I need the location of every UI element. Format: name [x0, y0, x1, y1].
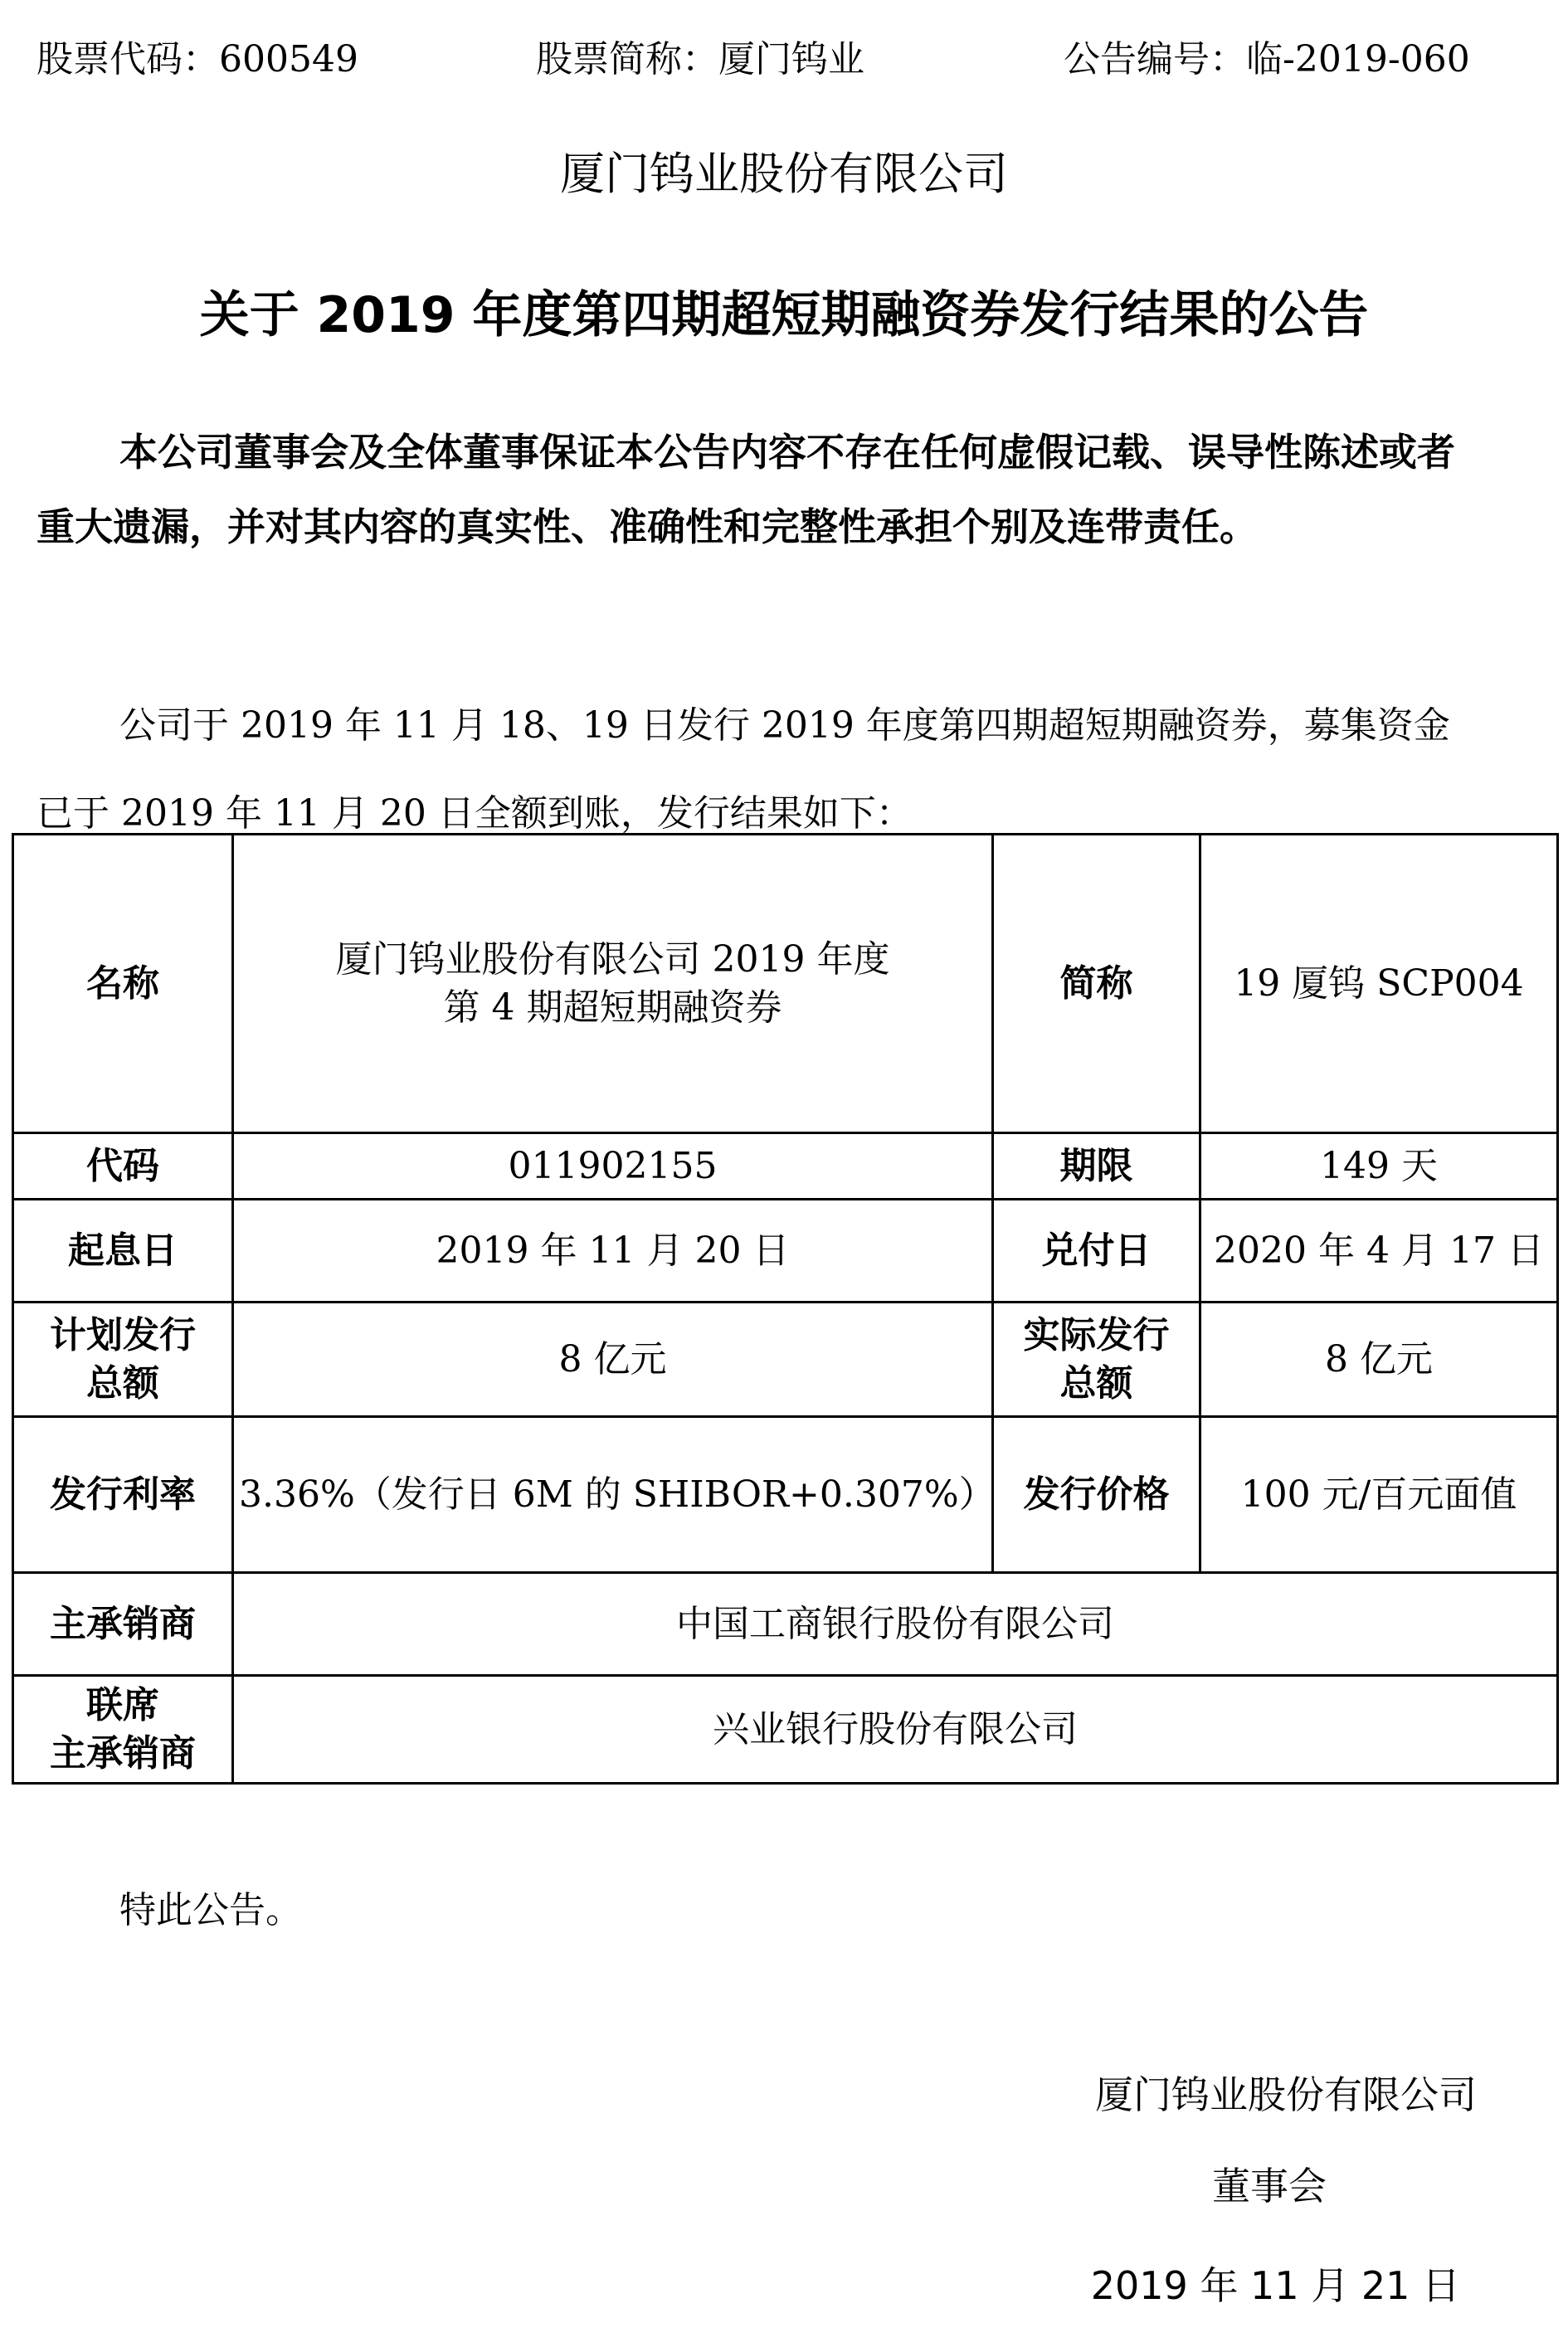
- table-row: [13, 1676, 1558, 1784]
- planned-amount-label-line2: 总额: [86, 1361, 159, 1405]
- short-name-label: 简称: [993, 835, 1200, 1133]
- actual-amount-label-line2: 总额: [1059, 1361, 1133, 1405]
- value-date-value: 2019 年 11 月 20 日: [233, 1200, 993, 1303]
- notice-number: 公告编号：临-2019-060: [1064, 38, 1470, 80]
- code-value: 011902155: [233, 1133, 993, 1200]
- short-name-value: 19 厦钨 SCP004: [1200, 835, 1558, 1133]
- closing-text: 特此公告。: [119, 1889, 302, 1931]
- table-row: [13, 1133, 1558, 1200]
- name-value: [233, 835, 993, 1133]
- board-declaration: 本公司董事会及全体董事保证本公告内容不存在任何虚假记载、误导性陈述或者重大遗漏，并对其内容的真实性、准确性和完整性承担个别及连带责任。: [37, 430, 1455, 549]
- name-value-line1: 厦门钨业股份有限公司 2019 年度: [335, 937, 890, 981]
- actual-amount-label: [993, 1303, 1200, 1417]
- joint-underwriter-label: [13, 1676, 233, 1784]
- stock-name: 股票简称：厦门钨业: [536, 38, 864, 80]
- term-value: 149 天: [1200, 1133, 1558, 1200]
- planned-amount-label-line1: 计划发行: [50, 1313, 196, 1356]
- code-label: 代码: [13, 1133, 233, 1200]
- term-label: 期限: [993, 1133, 1200, 1200]
- joint-underwriter-label-line2: 主承销商: [50, 1731, 196, 1775]
- planned-amount-label: [13, 1303, 233, 1417]
- table-row: [13, 1303, 1558, 1417]
- signature-board: 董事会: [1212, 2164, 1327, 2208]
- document-title: 关于 2019 年度第四期超短期融资券发行结果的公告: [199, 286, 1369, 344]
- redeem-date-value: 2020 年 4 月 17 日: [1200, 1200, 1558, 1303]
- issuance-result-table: [12, 833, 1559, 1785]
- company-title: 厦门钨业股份有限公司: [560, 148, 1008, 200]
- notice-header: [37, 35, 1530, 85]
- table-row: [13, 1417, 1558, 1573]
- actual-amount-value: 8 亿元: [1200, 1303, 1558, 1417]
- table-row: [13, 1200, 1558, 1303]
- price-value: 100 元/百元面值: [1200, 1417, 1558, 1573]
- table-row: [13, 1573, 1558, 1676]
- stock-code: 股票代码：600549: [37, 38, 358, 80]
- name-label: 名称: [13, 835, 233, 1133]
- joint-underwriter-value: 兴业银行股份有限公司: [233, 1676, 1558, 1784]
- table-row: [13, 835, 1558, 1133]
- signature-date: 2019 年 11 月 21 日: [1090, 2263, 1460, 2308]
- value-date-label: 起息日: [13, 1200, 233, 1303]
- lead-underwriter-label: 主承销商: [13, 1573, 233, 1676]
- intro-paragraph: 公司于 2019 年 11 月 18、19 日发行 2019 年度第四期超短期融资券，募集资金已于 2019 年 11 月 20 日全额到账，发行结果如下：: [37, 704, 1450, 835]
- rate-label: 发行利率: [13, 1417, 233, 1573]
- signature-company: 厦门钨业股份有限公司: [1095, 2072, 1477, 2117]
- actual-amount-label-line1: 实际发行: [1023, 1313, 1170, 1356]
- price-label: 发行价格: [993, 1417, 1200, 1573]
- planned-amount-value: 8 亿元: [233, 1303, 993, 1417]
- redeem-date-label: 兑付日: [993, 1200, 1200, 1303]
- joint-underwriter-label-line1: 联席: [86, 1683, 159, 1726]
- name-value-line2: 第 4 期超短期融资券: [443, 986, 782, 1029]
- lead-underwriter-value: 中国工商银行股份有限公司: [233, 1573, 1558, 1676]
- rate-value: 3.36%（发行日 6M 的 SHIBOR+0.307%）: [233, 1417, 993, 1573]
